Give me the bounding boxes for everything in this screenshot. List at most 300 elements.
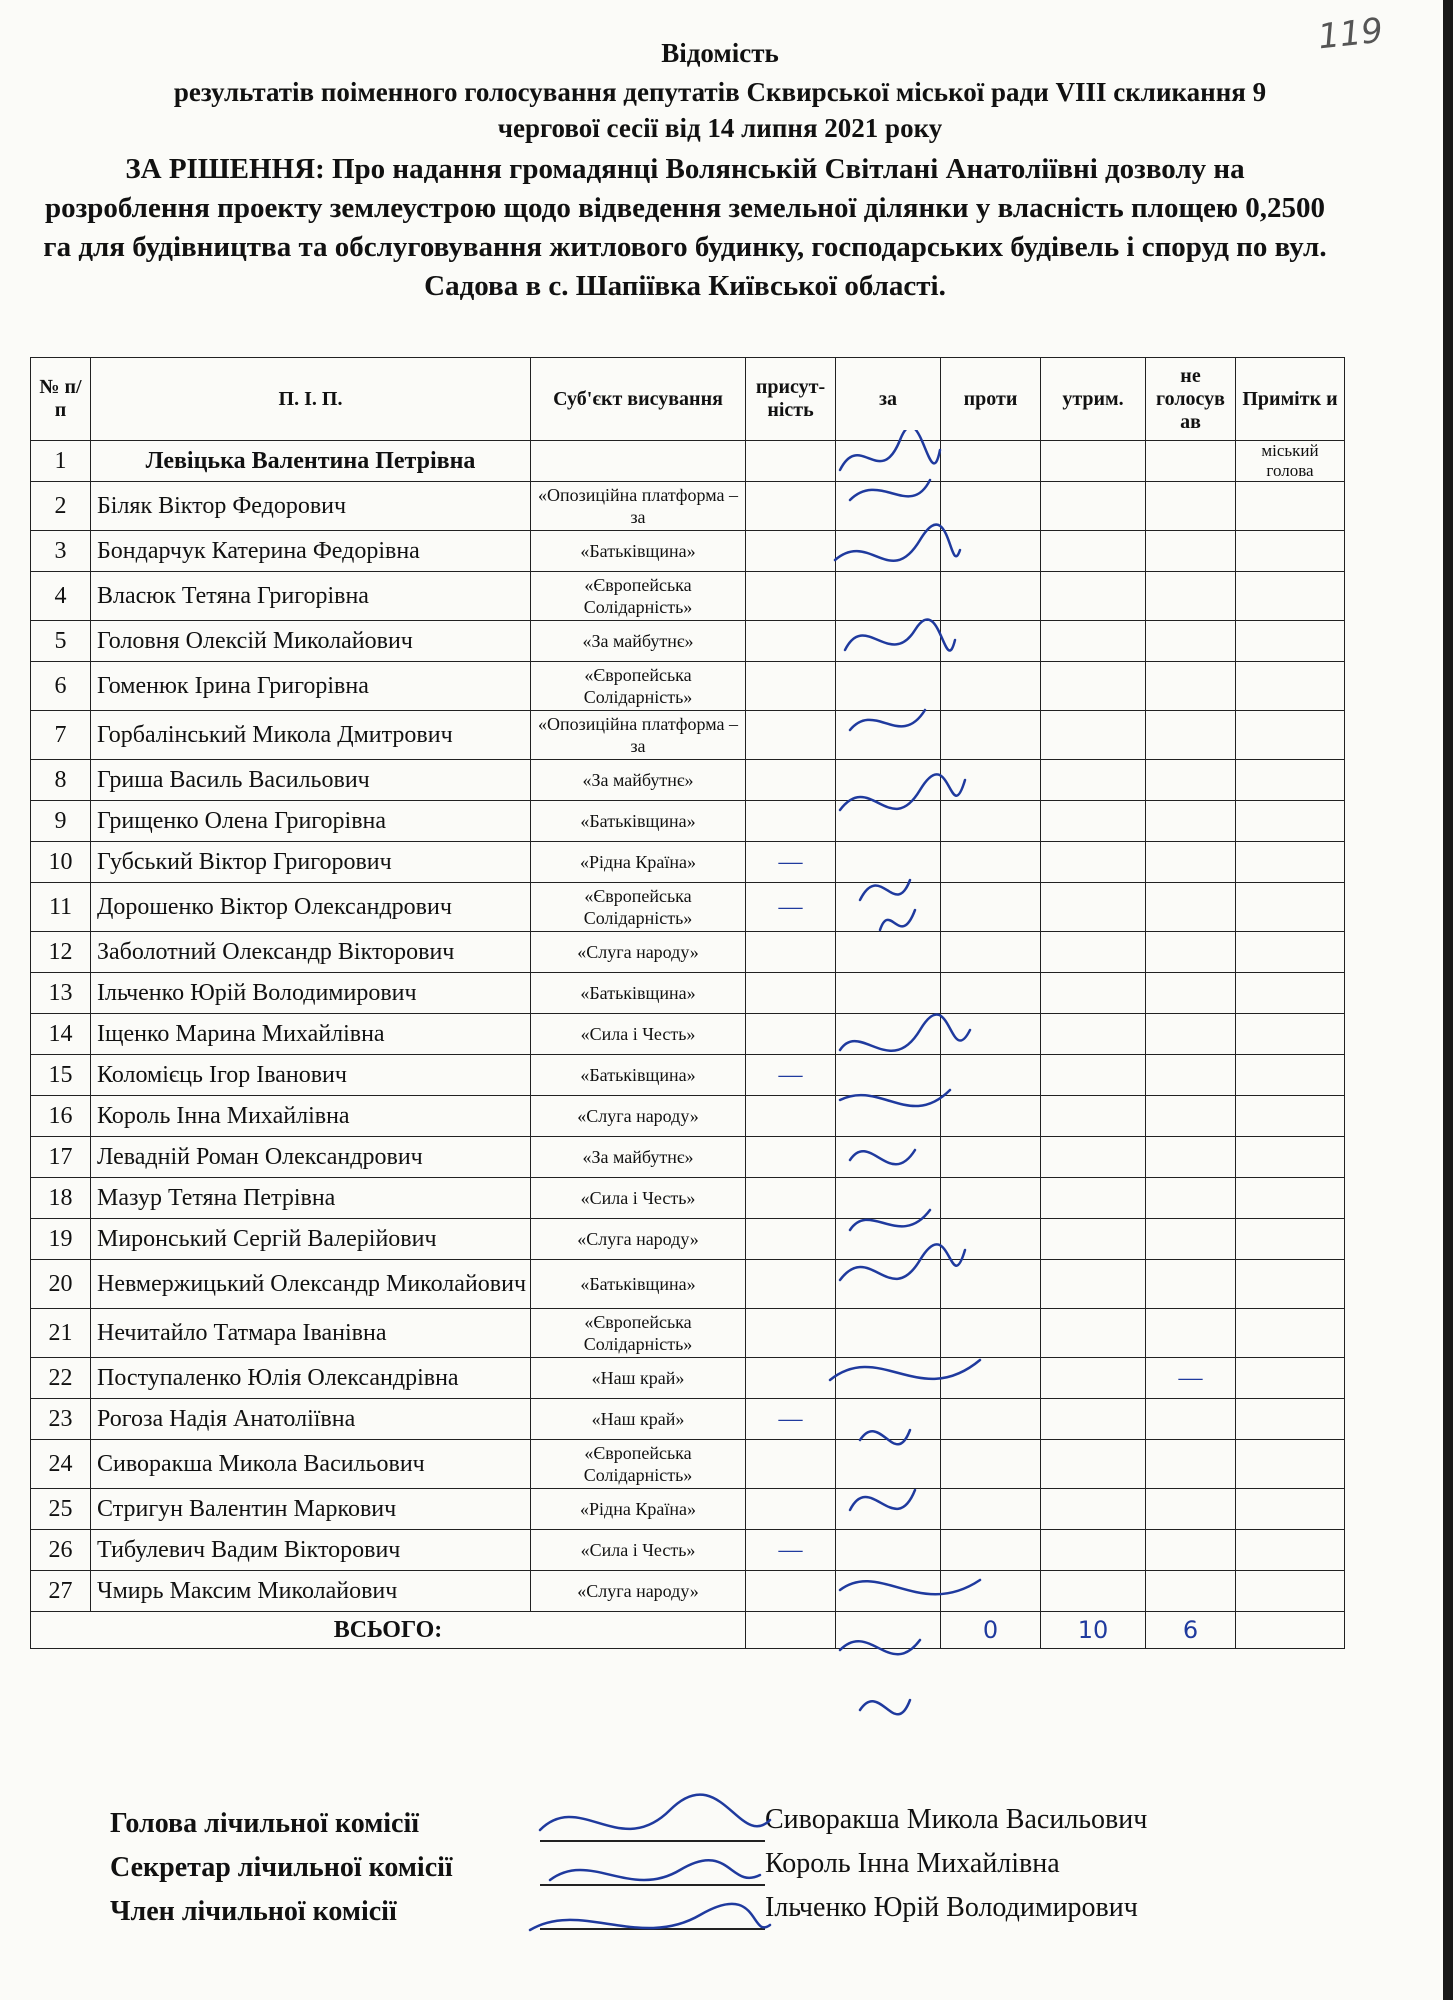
row-subject: «Європейська Солідарність» — [531, 572, 746, 621]
total-for — [836, 1612, 941, 1649]
row-note — [1236, 572, 1345, 621]
row-abstain — [1041, 621, 1146, 662]
row-against — [941, 711, 1041, 760]
row-subject: «Слуга народу» — [531, 1219, 746, 1260]
row-present — [746, 662, 836, 711]
signature-mark — [530, 1904, 770, 1930]
signature-mark — [540, 1795, 770, 1830]
decision-text: ЗА РІШЕННЯ: Про надання громадянці Волянській Світлані Анатоліївні дозволу на розроблення проекту землеустрою щодо відведення земельної ділянки у власність площею 0,2500 га для будівництва та обслуговування житлового будинку, господарських будівель і споруд по вул. Садова в с. Шапіївка Київської області. — [43, 153, 1327, 302]
row-present — [746, 801, 836, 842]
row-num: 25 — [31, 1489, 91, 1530]
total-against: 0 — [941, 1612, 1041, 1649]
signature-role: Секретар лічильної комісії — [110, 1852, 453, 1883]
col-header-name: П. І. П. — [91, 358, 531, 441]
row-note — [1236, 801, 1345, 842]
row-note — [1236, 932, 1345, 973]
row-note — [1236, 711, 1345, 760]
signature-name: Король Інна Михайлівна — [765, 1848, 1060, 1879]
row-subject: «Європейська Солідарність» — [531, 1309, 746, 1358]
table-row — [31, 1137, 1345, 1178]
row-present — [746, 1440, 836, 1489]
row-subject: «Рідна Країна» — [531, 1489, 746, 1530]
row-not-voted — [1146, 572, 1236, 621]
row-for — [836, 1096, 941, 1137]
row-subject: «Опозиційна платформа – за — [531, 482, 746, 531]
row-for — [836, 1055, 941, 1096]
row-present — [746, 531, 836, 572]
row-subject: «Батьківщина» — [531, 1055, 746, 1096]
page-number: 119 — [1316, 10, 1385, 58]
row-for — [836, 662, 941, 711]
row-present — [746, 1260, 836, 1309]
row-for — [836, 932, 941, 973]
signature-mark — [860, 1700, 910, 1714]
document-title: Відомість — [661, 38, 779, 68]
row-name: Рогоза Надія Анатоліївна — [91, 1399, 531, 1440]
col-header-num: № п/п — [31, 358, 91, 441]
row-abstain — [1041, 883, 1146, 932]
row-against — [941, 973, 1041, 1014]
row-note — [1236, 1440, 1345, 1489]
row-against — [941, 1055, 1041, 1096]
row-for — [836, 1137, 941, 1178]
row-subject: «Наш край» — [531, 1358, 746, 1399]
row-num: 5 — [31, 621, 91, 662]
table-row — [31, 842, 1345, 883]
table-row — [31, 1440, 1345, 1489]
row-num: 14 — [31, 1014, 91, 1055]
row-against — [941, 1571, 1041, 1612]
row-for — [836, 621, 941, 662]
row-against — [941, 1489, 1041, 1530]
row-for — [836, 1489, 941, 1530]
total-note — [1236, 1612, 1345, 1649]
row-subject: «Європейська Солідарність» — [531, 662, 746, 711]
row-not-voted — [1146, 662, 1236, 711]
row-abstain — [1041, 1309, 1146, 1358]
row-for — [836, 1530, 941, 1571]
subtitle-line-2: чергової сесії від 14 липня 2021 року — [497, 113, 943, 143]
row-not-voted — [1146, 621, 1236, 662]
row-against — [941, 1014, 1041, 1055]
row-num: 26 — [31, 1530, 91, 1571]
row-num: 13 — [31, 973, 91, 1014]
row-name: Власюк Тетяна Григорівна — [91, 572, 531, 621]
col-header-against: проти — [941, 358, 1041, 441]
row-name: Нечитайло Татмара Іванівна — [91, 1309, 531, 1358]
row-note — [1236, 1571, 1345, 1612]
table-row — [31, 1489, 1345, 1530]
row-abstain — [1041, 1137, 1146, 1178]
row-abstain — [1041, 1489, 1146, 1530]
row-against — [941, 1260, 1041, 1309]
row-name: Гоменюк Ірина Григорівна — [91, 662, 531, 711]
row-name: Гриша Василь Васильович — [91, 760, 531, 801]
row-against — [941, 1178, 1041, 1219]
row-not-voted — [1146, 1137, 1236, 1178]
row-against — [941, 621, 1041, 662]
row-for — [836, 531, 941, 572]
table-row — [31, 1260, 1345, 1309]
row-not-voted — [1146, 1309, 1236, 1358]
row-name: Губський Віктор Григорович — [91, 842, 531, 883]
row-name: Поступаленко Юлія Олександрівна — [91, 1358, 531, 1399]
row-num: 17 — [31, 1137, 91, 1178]
row-not-voted — [1146, 482, 1236, 531]
row-note — [1236, 1399, 1345, 1440]
signature-line — [540, 1840, 765, 1842]
row-name: Бондарчук Катерина Федорівна — [91, 531, 531, 572]
row-num: 6 — [31, 662, 91, 711]
row-num: 1 — [31, 441, 91, 482]
table-row — [31, 711, 1345, 760]
row-against — [941, 1096, 1041, 1137]
row-num: 3 — [31, 531, 91, 572]
row-for — [836, 482, 941, 531]
row-against — [941, 531, 1041, 572]
table-row — [31, 662, 1345, 711]
row-against — [941, 1309, 1041, 1358]
row-note — [1236, 1178, 1345, 1219]
signature-name: Ільченко Юрій Володимирович — [765, 1892, 1138, 1923]
row-present — [746, 1014, 836, 1055]
row-note — [1236, 1358, 1345, 1399]
row-name: Горбалінський Микола Дмитрович — [91, 711, 531, 760]
row-subject: «За майбутнє» — [531, 621, 746, 662]
row-note — [1236, 1096, 1345, 1137]
row-against — [941, 760, 1041, 801]
row-not-voted — [1146, 1055, 1236, 1096]
row-abstain — [1041, 1440, 1146, 1489]
table-row — [31, 801, 1345, 842]
table-row — [31, 1399, 1345, 1440]
row-note — [1236, 1530, 1345, 1571]
row-name: Грищенко Олена Григорівна — [91, 801, 531, 842]
row-name: Чмирь Максим Миколайович — [91, 1571, 531, 1612]
row-against — [941, 801, 1041, 842]
row-num: 21 — [31, 1309, 91, 1358]
row-subject: «Європейська Солідарність» — [531, 883, 746, 932]
row-note — [1236, 1014, 1345, 1055]
table-row — [31, 531, 1345, 572]
row-subject: «Сила і Честь» — [531, 1530, 746, 1571]
row-subject — [531, 441, 746, 482]
col-header-abstain: утрим. — [1041, 358, 1146, 441]
row-num: 12 — [31, 932, 91, 973]
row-abstain — [1041, 1399, 1146, 1440]
row-for — [836, 441, 941, 482]
row-not-voted — [1146, 531, 1236, 572]
table-row — [31, 1571, 1345, 1612]
row-against — [941, 883, 1041, 932]
row-present — [746, 1489, 836, 1530]
row-present — [746, 1358, 836, 1399]
row-abstain — [1041, 711, 1146, 760]
row-not-voted — [1146, 973, 1236, 1014]
row-num: 16 — [31, 1096, 91, 1137]
row-note — [1236, 531, 1345, 572]
row-note — [1236, 621, 1345, 662]
row-num: 7 — [31, 711, 91, 760]
row-name: Мазур Тетяна Петрівна — [91, 1178, 531, 1219]
row-subject: «Батьківщина» — [531, 801, 746, 842]
row-present — [746, 572, 836, 621]
table-row — [31, 1096, 1345, 1137]
row-against — [941, 1137, 1041, 1178]
table-row — [31, 883, 1345, 932]
col-header-subject: Суб'єкт висування — [531, 358, 746, 441]
row-name: Невмержицький Олександр Миколайович — [91, 1260, 531, 1309]
row-present: — — [746, 883, 836, 932]
row-name: Левіцька Валентина Петрівна — [91, 441, 531, 482]
row-note — [1236, 662, 1345, 711]
row-present: — — [746, 842, 836, 883]
total-row — [31, 1612, 1345, 1649]
row-subject: «Батьківщина» — [531, 973, 746, 1014]
table-row — [31, 621, 1345, 662]
row-abstain — [1041, 531, 1146, 572]
row-name: Левадній Роман Олександрович — [91, 1137, 531, 1178]
row-for — [836, 973, 941, 1014]
row-subject: «Слуга народу» — [531, 1571, 746, 1612]
table-row — [31, 760, 1345, 801]
row-num: 27 — [31, 1571, 91, 1612]
row-for — [836, 1014, 941, 1055]
table-row — [31, 1178, 1345, 1219]
row-for — [836, 1260, 941, 1309]
total-label: ВСЬОГО: — [31, 1612, 746, 1649]
row-present — [746, 760, 836, 801]
col-header-not-voted: не голосув ав — [1146, 358, 1236, 441]
row-present — [746, 1219, 836, 1260]
row-present — [746, 1178, 836, 1219]
row-abstain — [1041, 973, 1146, 1014]
row-present: — — [746, 1399, 836, 1440]
row-not-voted — [1146, 711, 1236, 760]
signature-role: Голова лічильної комісії — [110, 1808, 420, 1839]
row-note — [1236, 1137, 1345, 1178]
row-num: 22 — [31, 1358, 91, 1399]
row-num: 18 — [31, 1178, 91, 1219]
row-for — [836, 801, 941, 842]
row-abstain — [1041, 1571, 1146, 1612]
row-num: 9 — [31, 801, 91, 842]
col-header-for: за — [836, 358, 941, 441]
row-subject: «За майбутнє» — [531, 760, 746, 801]
row-subject: «Опозиційна платформа – за — [531, 711, 746, 760]
row-note — [1236, 1309, 1345, 1358]
row-not-voted — [1146, 1178, 1236, 1219]
table-row — [31, 932, 1345, 973]
row-against — [941, 932, 1041, 973]
row-abstain — [1041, 1219, 1146, 1260]
row-present — [746, 1571, 836, 1612]
row-against — [941, 1440, 1041, 1489]
row-abstain — [1041, 441, 1146, 482]
row-note: міський голова — [1236, 441, 1345, 482]
row-abstain — [1041, 801, 1146, 842]
row-not-voted — [1146, 1260, 1236, 1309]
row-note — [1236, 973, 1345, 1014]
table-row — [31, 973, 1345, 1014]
row-present — [746, 1137, 836, 1178]
row-subject: «Сила і Честь» — [531, 1014, 746, 1055]
row-for — [836, 711, 941, 760]
table-row — [31, 572, 1345, 621]
table-row — [31, 1530, 1345, 1571]
row-against — [941, 1219, 1041, 1260]
row-against — [941, 482, 1041, 531]
total-abstain: 10 — [1041, 1612, 1146, 1649]
row-not-voted — [1146, 1219, 1236, 1260]
row-subject: «Слуга народу» — [531, 932, 746, 973]
col-header-present: присут-ність — [746, 358, 836, 441]
row-note — [1236, 760, 1345, 801]
row-num: 4 — [31, 572, 91, 621]
row-name: Ільченко Юрій Володимирович — [91, 973, 531, 1014]
row-for — [836, 1399, 941, 1440]
row-note — [1236, 1055, 1345, 1096]
row-not-voted — [1146, 932, 1236, 973]
row-for — [836, 883, 941, 932]
row-not-voted — [1146, 441, 1236, 482]
row-name: Головня Олексій Миколайович — [91, 621, 531, 662]
row-abstain — [1041, 572, 1146, 621]
row-name: Сиворакша Микола Васильович — [91, 1440, 531, 1489]
row-present — [746, 482, 836, 531]
table-row — [31, 1309, 1345, 1358]
row-not-voted — [1146, 1440, 1236, 1489]
row-num: 20 — [31, 1260, 91, 1309]
row-against — [941, 1399, 1041, 1440]
signature-mark — [550, 1860, 760, 1880]
signature-line — [540, 1884, 765, 1886]
total-not-voted: 6 — [1146, 1612, 1236, 1649]
row-for — [836, 1219, 941, 1260]
row-subject: «Сила і Честь» — [531, 1178, 746, 1219]
row-subject: «Європейська Солідарність» — [531, 1440, 746, 1489]
votes-table — [30, 357, 1345, 1649]
row-num: 10 — [31, 842, 91, 883]
row-name: Заболотний Олександр Вікторович — [91, 932, 531, 973]
row-num: 23 — [31, 1399, 91, 1440]
row-abstain — [1041, 1358, 1146, 1399]
row-name: Король Інна Михайлівна — [91, 1096, 531, 1137]
row-subject: «Батьківщина» — [531, 531, 746, 572]
row-subject: «Слуга народу» — [531, 1096, 746, 1137]
row-note — [1236, 1489, 1345, 1530]
row-against — [941, 572, 1041, 621]
row-for — [836, 1309, 941, 1358]
row-name: Коломієць Ігор Іванович — [91, 1055, 531, 1096]
row-abstain — [1041, 760, 1146, 801]
commission-signature-scribbles — [520, 1790, 780, 1950]
row-subject: «За майбутнє» — [531, 1137, 746, 1178]
row-num: 8 — [31, 760, 91, 801]
row-name: Тибулевич Вадим Вікторович — [91, 1530, 531, 1571]
row-not-voted — [1146, 883, 1236, 932]
row-note — [1236, 883, 1345, 932]
row-abstain — [1041, 932, 1146, 973]
row-name: Миронський Сергій Валерійович — [91, 1219, 531, 1260]
row-against — [941, 1530, 1041, 1571]
scan-edge — [1443, 0, 1453, 2000]
row-against — [941, 842, 1041, 883]
row-for — [836, 1178, 941, 1219]
row-present — [746, 711, 836, 760]
row-present — [746, 973, 836, 1014]
row-against — [941, 662, 1041, 711]
row-present — [746, 1309, 836, 1358]
row-present — [746, 1096, 836, 1137]
row-abstain — [1041, 1260, 1146, 1309]
row-note — [1236, 842, 1345, 883]
row-num: 2 — [31, 482, 91, 531]
table-row — [31, 441, 1345, 482]
row-for — [836, 842, 941, 883]
col-header-note: Примітк и — [1236, 358, 1345, 441]
row-abstain — [1041, 1178, 1146, 1219]
row-num: 11 — [31, 883, 91, 932]
table-header-row — [31, 358, 1345, 441]
table-row — [31, 1219, 1345, 1260]
row-num: 24 — [31, 1440, 91, 1489]
row-subject: «Батьківщина» — [531, 1260, 746, 1309]
table-row — [31, 1358, 1345, 1399]
row-subject: «Наш край» — [531, 1399, 746, 1440]
row-abstain — [1041, 1055, 1146, 1096]
row-for — [836, 1571, 941, 1612]
row-not-voted: — — [1146, 1358, 1236, 1399]
row-name: Біляк Віктор Федорович — [91, 482, 531, 531]
row-abstain — [1041, 1530, 1146, 1571]
row-against — [941, 441, 1041, 482]
row-abstain — [1041, 842, 1146, 883]
signature-line — [540, 1928, 765, 1930]
row-for — [836, 1358, 941, 1399]
row-not-voted — [1146, 1399, 1236, 1440]
row-against — [941, 1358, 1041, 1399]
table-row — [31, 482, 1345, 531]
total-present — [746, 1612, 836, 1649]
row-note — [1236, 482, 1345, 531]
row-note — [1236, 1219, 1345, 1260]
row-present — [746, 441, 836, 482]
row-not-voted — [1146, 1014, 1236, 1055]
signature-role: Член лічильної комісії — [110, 1896, 397, 1927]
document-subtitle — [20, 74, 1420, 146]
signature-name: Сиворакша Микола Васильович — [765, 1804, 1148, 1835]
row-not-voted — [1146, 842, 1236, 883]
row-present: — — [746, 1055, 836, 1096]
row-name: Дорошенко Віктор Олександрович — [91, 883, 531, 932]
row-subject: «Рідна Країна» — [531, 842, 746, 883]
row-for — [836, 1440, 941, 1489]
row-not-voted — [1146, 1571, 1236, 1612]
row-for — [836, 572, 941, 621]
row-not-voted — [1146, 801, 1236, 842]
subtitle-line-1: результатів поіменного голосування депутатів Сквирської міської ради VIII скликання 9 — [173, 77, 1267, 107]
row-abstain — [1041, 482, 1146, 531]
row-num: 19 — [31, 1219, 91, 1260]
row-abstain — [1041, 1096, 1146, 1137]
table-row — [31, 1055, 1345, 1096]
row-not-voted — [1146, 1096, 1236, 1137]
row-num: 15 — [31, 1055, 91, 1096]
row-name: Стригун Валентин Маркович — [91, 1489, 531, 1530]
row-abstain — [1041, 662, 1146, 711]
row-not-voted — [1146, 760, 1236, 801]
